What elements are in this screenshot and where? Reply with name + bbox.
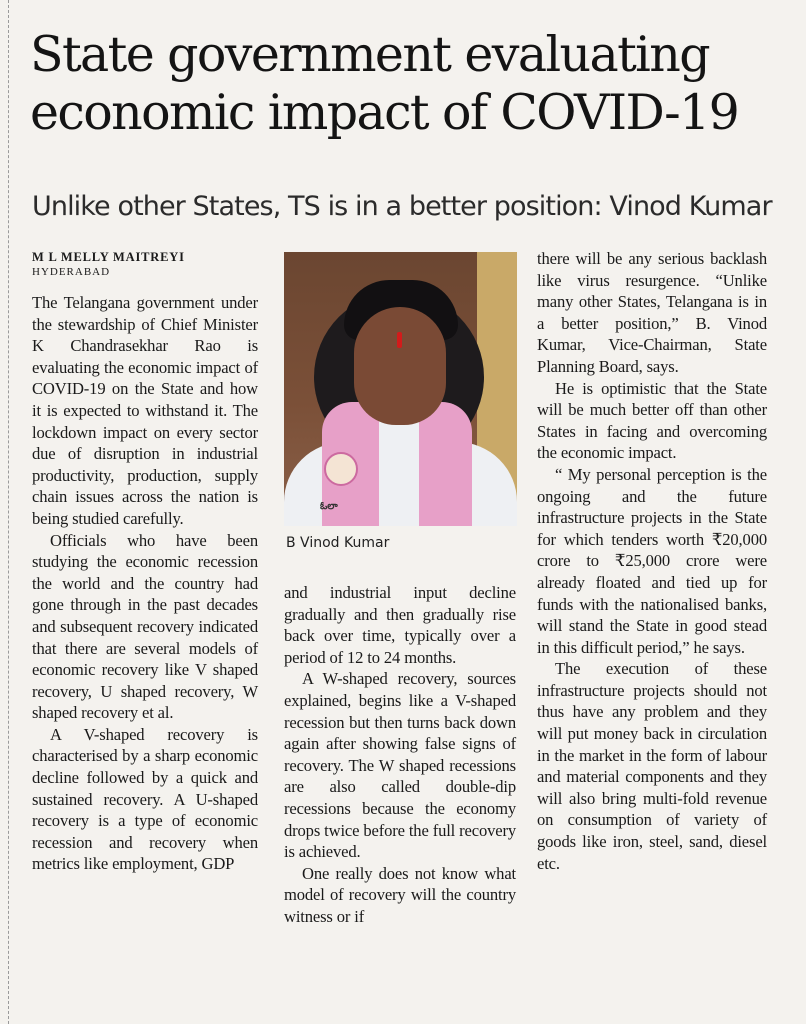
paragraph: A V-shaped recovery is characterised by a sharp economic decline followed by a quick and sustained recovery. A U-shaped recovery is a type of economic recession and recovery when metrics like employment, GDP <box>32 724 258 874</box>
column-rule <box>8 0 9 1024</box>
paragraph: One really does not know what model of recovery will the country witness or if <box>284 863 516 926</box>
paragraph: Officials who have been studying the economic recession the world and the country had gone through in the past decades and subsequent recovery indicated that there are several models of economic recovery like V shaped recovery, U shaped recovery, W shaped recovery et al. <box>32 530 258 723</box>
paragraph: He is optimistic that the State will be much better off than other States in facing and overcoming the economic impact. <box>537 378 767 463</box>
party-badge-icon <box>324 452 358 486</box>
article-column-3 <box>537 248 767 874</box>
byline-dateline: HYDERABAD <box>32 266 111 278</box>
byline-author: M L MELLY MAITREYI <box>32 250 185 264</box>
headline-line-1: State government evaluating <box>30 26 709 83</box>
byline <box>32 250 185 280</box>
article-column-1 <box>32 292 258 875</box>
scarf-lettering: ఓలా <box>320 501 338 512</box>
headline <box>30 26 800 142</box>
paragraph: and industrial input decline gradually and then gradually rise back over time, typically over a period of 12 to 24 months. <box>284 583 516 667</box>
subheadline: Unlike other States, TS is in a better position: Vinod Kumar <box>32 191 772 222</box>
portrait-photo <box>284 252 517 526</box>
paragraph: The Telangana government under the stewardship of Chief Minister K Chandrasekhar Rao is evaluating the economic impact of COVID-19 on the State and how it is expected to withstand it. The lockdown impact on every sector due of disruption in industrial productivity, production, supply chain issues across the nation is being studied carefully. <box>32 293 258 528</box>
paragraph: “ My personal perception is the ongoing and the future infrastructure projects in the State for which tenders worth ₹20,000 crore to ₹25,000 crore were already floated and tied up for funds with the nationalised banks, will stand the State in good stead in this difficult period,” he says. <box>537 464 767 657</box>
paragraph: A W-shaped recovery, sources explained, begins like a V-shaped recession but then turns back down again after showing false signs of recovery. The W shaped recessions are also called double-dip recessions because the economy drops twice before the full recovery is achieved. <box>284 669 516 862</box>
paragraph: The execution of these infrastructure projects should not thus have any problem and they will put money back in circulation in the market in the form of labour and material components and they will also bring multi-fold revenue on consumption of variety of goods like iron, steel, sand, diesel etc. <box>537 659 767 873</box>
article-column-2 <box>284 582 516 928</box>
headline-line-2: economic impact of COVID-19 <box>30 84 739 141</box>
photo-caption: B Vinod Kumar <box>286 535 390 551</box>
paragraph: there will be any serious backlash like virus resurgence. “Unlike many other States, Telangana is in a better position,” B. Vinod Kumar, Vice-Chairman, State Planning Board, says. <box>537 249 767 376</box>
